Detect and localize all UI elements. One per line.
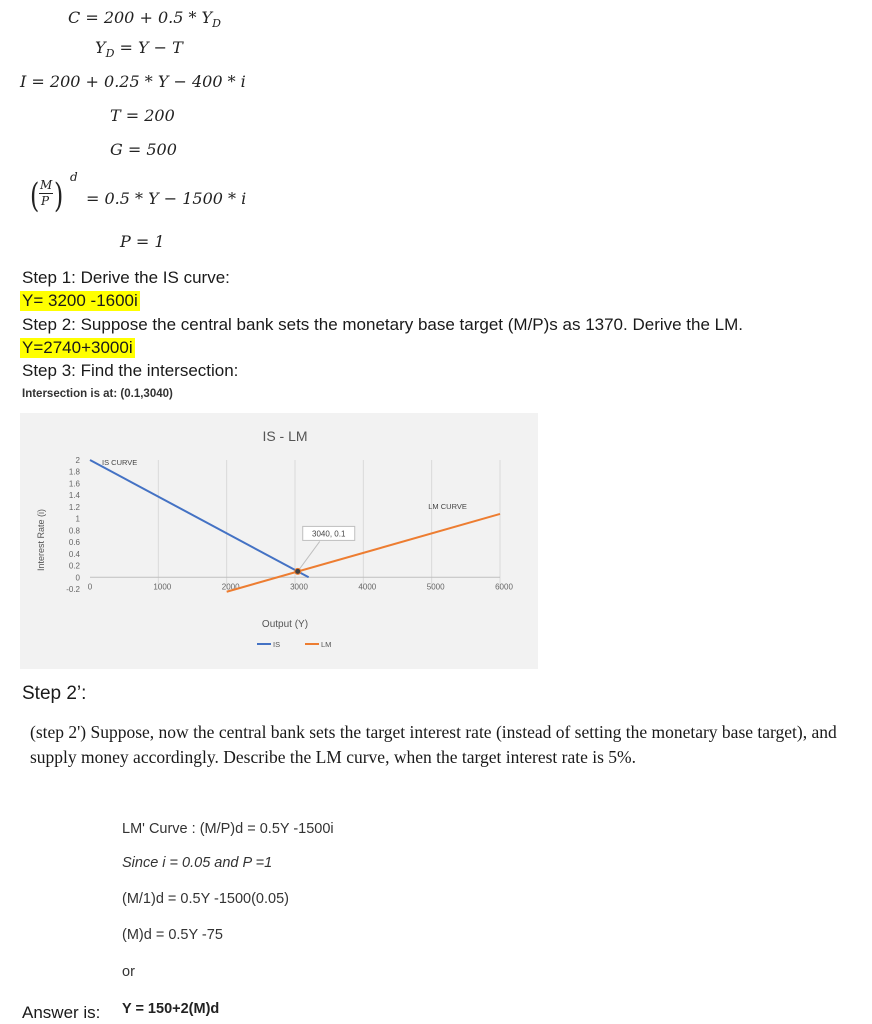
chart-y-tick-label: 0.2 [68,561,80,571]
intersection-annotation: 3040, 0.1 [312,529,346,539]
chart-y-tick-label: 0.4 [68,549,80,559]
answer-label: Answer is: [22,1003,101,1022]
step2-text: Step 2: Suppose the central bank sets the monetary base target (M/P)s as 1370. Derive the LM. [22,315,743,334]
chart-title: IS - LM [262,428,308,444]
simplified-line: (M)d = 0.5Y -75 [122,927,223,943]
disposable-income-equation: $Y_D = Y - T$ [95,38,183,61]
money-demand-equation: ( M P ) d = 0.5 * Y − 1500 * i [30,170,247,216]
chart-x-axis-label: Output (Y) [261,619,309,630]
government-equation: G = 500 [110,140,177,159]
step2prime-paragraph: (step 2') Suppose, now the central bank sets the target interest rate (instead of setting the monetary base target), and supply money accordingly. Describe the LM curve, when the target interest rate is 5%. [30,722,837,767]
chart-y-tick-label: 1.8 [68,467,80,477]
intersection-text: Intersection is at: (0.1,3040) [22,388,173,400]
step2-answer: Y=2740+3000i [22,338,133,357]
chart-svg [20,413,538,669]
is-curve-label: IS CURVE [102,458,138,467]
chart-x-tick-label: 4000 [358,582,377,592]
step2prime-heading: Step 2’: [22,683,87,704]
chart-y-tick-label: 0.6 [68,538,80,548]
chart-y-tick-label: 1 [75,514,80,524]
answer-value: Y = 150+2(M)d [122,1001,220,1017]
step1-text: Step 1: Derive the IS curve: [22,268,230,287]
is-lm-chart [20,413,538,669]
step1-answer: Y= 3200 -1600i [22,291,138,310]
investment-equation: I = 200 + 0.25 * Y − 400 * i [20,72,246,91]
chart-y-tick-label: 1.2 [68,502,80,512]
chart-y-tick-label: 1.4 [68,491,80,501]
since-line: Since i = 0.05 and P =1 [122,855,273,871]
price-equation: P = 1 [120,232,165,251]
chart-y-tick-label: 0 [75,573,80,583]
chart-x-tick-label: 5000 [426,582,445,592]
chart-x-tick-label: 1000 [153,582,172,592]
legend-label-lm: LM [321,640,332,649]
legend-label-is: IS [273,640,281,649]
intersection-point [295,568,301,574]
chart-x-tick-label: 3000 [290,582,308,592]
chart-x-tick-label: 2000 [221,582,240,592]
chart-x-tick-label: 0 [87,582,93,592]
chart-y-tick-label: 2 [75,456,80,465]
chart-y-tick-label: 0.8 [68,526,80,536]
chart-series-is-line [90,460,309,577]
chart-legend [257,640,331,649]
lm-prime-curve-line: LM' Curve : (M/P)d = 0.5Y -1500i [122,821,334,837]
lm-curve-label: LM CURVE [428,501,467,511]
chart-x-tick-label: 6000 [495,582,513,592]
taxes-equation: T = 200 [110,106,175,125]
step3-text: Step 3: Find the intersection: [22,361,239,380]
or-line: or [122,964,135,980]
chart-y-tick-label: -0.2 [66,585,80,594]
consumption-equation: $C = 200 + 0.5 * Y_D$ [68,8,221,31]
substitution-line: (M/1)d = 0.5Y -1500(0.05) [122,891,289,907]
chart-y-tick-label: 1.6 [68,479,80,489]
chart-y-axis-label: Interest Rate (i) [36,508,46,572]
